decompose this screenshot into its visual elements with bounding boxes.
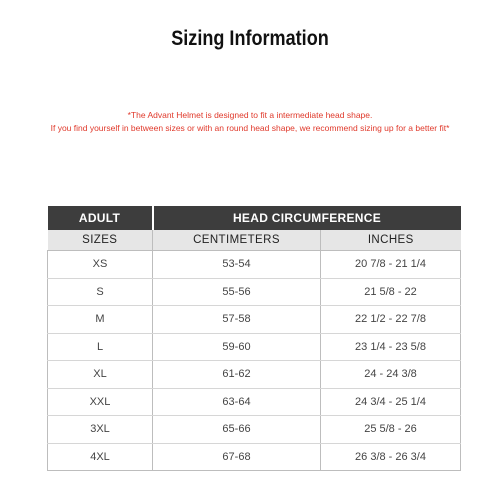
inches-cell: 21 5/8 - 22 — [321, 278, 461, 306]
centimeters-cell: 53-54 — [153, 251, 321, 279]
table-row — [48, 306, 461, 334]
size-cell: XS — [48, 251, 153, 279]
header-head-circumference: HEAD CIRCUMFERENCE — [153, 206, 461, 230]
page-title: Sizing Information — [171, 27, 329, 50]
inches-cell: 26 3/8 - 26 3/4 — [321, 443, 461, 471]
table-header-row — [48, 206, 461, 230]
centimeters-cell: 55-56 — [153, 278, 321, 306]
size-cell: M — [48, 306, 153, 334]
column-centimeters: CENTIMETERS — [153, 230, 321, 251]
inches-cell: 24 3/4 - 25 1/4 — [321, 388, 461, 416]
centimeters-cell: 59-60 — [153, 333, 321, 361]
centimeters-cell: 65-66 — [153, 416, 321, 444]
table-row — [48, 416, 461, 444]
size-cell: 4XL — [48, 443, 153, 471]
inches-cell: 22 1/2 - 22 7/8 — [321, 306, 461, 334]
table-row — [48, 388, 461, 416]
table-row — [48, 278, 461, 306]
inches-cell: 23 1/4 - 23 5/8 — [321, 333, 461, 361]
table-row — [48, 443, 461, 471]
inches-cell: 25 5/8 - 26 — [321, 416, 461, 444]
size-cell: L — [48, 333, 153, 361]
table-row — [48, 251, 461, 279]
inches-cell: 24 - 24 3/8 — [321, 361, 461, 389]
header-adult: ADULT — [48, 206, 153, 230]
table-row — [48, 333, 461, 361]
column-sizes: SIZES — [48, 230, 153, 251]
centimeters-cell: 57-58 — [153, 306, 321, 334]
table-subheader-row — [48, 230, 461, 251]
size-cell: 3XL — [48, 416, 153, 444]
inches-cell: 20 7/8 - 21 1/4 — [321, 251, 461, 279]
fit-note-line-1: *The Advant Helmet is designed to fit a intermediate head shape. — [127, 110, 373, 120]
size-cell: S — [48, 278, 153, 306]
column-inches: INCHES — [321, 230, 461, 251]
sizing-table — [47, 206, 461, 471]
size-cell: XL — [48, 361, 153, 389]
fit-note-line-2: If you find yourself in between sizes or with an round head shape, we recommend sizing up for a better fit* — [50, 123, 450, 133]
centimeters-cell: 67-68 — [153, 443, 321, 471]
size-cell: XXL — [48, 388, 153, 416]
table-row — [48, 361, 461, 389]
centimeters-cell: 61-62 — [153, 361, 321, 389]
centimeters-cell: 63-64 — [153, 388, 321, 416]
